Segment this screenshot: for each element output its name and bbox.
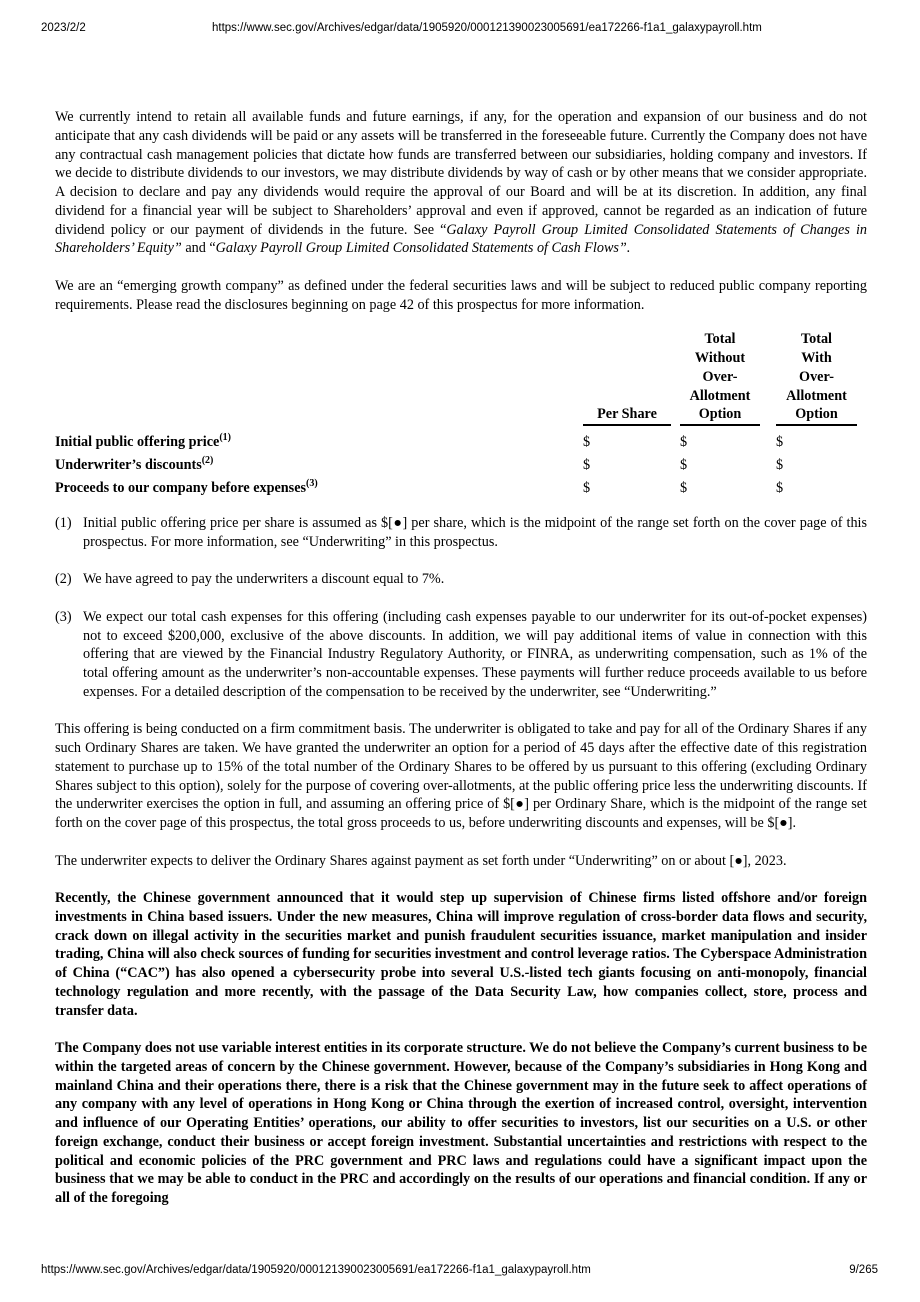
row-label: Proceeds to our company before expenses$^{(3)}$: [55, 478, 318, 496]
table-cell: $: [680, 457, 688, 473]
equity-statement-reference: Galaxy Payroll Group Limited Consolidated Statements of Changes in Shareholders’ Equity”: [55, 221, 867, 257]
footnotes: [55, 514, 867, 702]
row-label: Initial public offering price$^{(1)}$: [55, 432, 232, 450]
table-cell: $: [583, 434, 591, 450]
table-header-row: [55, 330, 867, 425]
column-header-with-overallotment: Total With Over- Allotment Option: [776, 330, 857, 425]
table-row: [55, 477, 867, 500]
dividend-policy-paragraph: We currently intend to retain all available funds and future earnings, if any, for the operation and expansion of our business and do not anticipate that any cash dividends will be paid or any assets will be transferred in the foreseeable future. Currently the Company does not have any contractual cash management policies that dictate how funds are transferred between our subsidiaries, holding company and investors. If we decide to distribute dividends to our investors, we may distribute dividends by way of cash or by other means that we consider appropriate. A decision to declare and pay any dividends would require the approval of our Board and will be at its discretion. In addition, any final dividend for a financial year will be subject to Shareholders’ approval and even if approved, cannot be regarded as an indication of future dividend policy or our payment of dividends in the future. See “Galaxy Payroll Group Limited Consolidated Statements of Changes in Shareholders’ Equity” and “Galaxy Payroll Group Limited Consolidated Statements of Cash Flows”.: [55, 109, 867, 257]
document-body: [55, 108, 867, 1208]
table-row: [55, 431, 867, 454]
header-url: https://www.sec.gov/Archives/edgar/data/1905920/000121390023005691/ea172266-f1a1_galaxypayroll.htm: [212, 22, 762, 34]
table-cell: $: [583, 480, 591, 496]
delivery-paragraph: The underwriter expects to deliver the Ordinary Shares against payment as set forth under “Underwriting” on or about [●], 2023.: [55, 852, 787, 869]
chinese-government-paragraph: Recently, the Chinese government announced that it would step up supervision of Chinese firms listed offshore and/or foreign investments in China based issuers. Under the new measures, China will improve regulation of cross-border data flows and security, crack down on illegal activity in the securities market and punish fraudulent securities issuance, market manipulation and insider trading, China will also check sources of funding for securities investment and control leverage ratios. The Cyberspace Administration of China (“CAC”) has also opened a cybersecurity probe into several U.S.-listed tech giants focusing on anti-monopoly, financial technology regulation and more recently, with the passage of the Data Security Law, how companies collect, store, process and transfer data.: [55, 890, 867, 1019]
vie-risk-paragraph: The Company does not use variable interest entities in its corporate structure. We do not believe the Company’s current business to be within the targeted areas of concern by the Chinese government. However, because of the Company’s subsidiaries in Hong Kong and mainland China and their operations there, there is a risk that the Chinese government may in the future seek to affect operations of any company with any level of operations in Hong Kong or China through the exertion of increased control, oversight, intervention and influence of our Operating Entities’ operations, our ability to offer securities to investors, list our securities on a U.S. or other foreign exchange, conduct their business or accept foreign investment. Substantial uncertainties and restrictions with respect to the political and economic policies of the PRC government and PRC laws and regulations could have a significant impact upon the business that we may be able to conduct in the PRC and accordingly on the results of our operations and financial condition. If any or all of the foregoing: [55, 1040, 867, 1206]
table-cell: $: [680, 480, 688, 496]
row-label: Underwriter’s discounts$^{(2)}$: [55, 455, 214, 473]
footer-url: https://www.sec.gov/Archives/edgar/data/1905920/000121390023005691/ea172266-f1a1_galaxypayroll.htm: [41, 1264, 591, 1276]
table-cell: $: [776, 480, 784, 496]
page-number: 9/265: [849, 1264, 878, 1276]
cash-flows-reference: Galaxy Payroll Group Limited Consolidated Statements of Cash Flows”.: [215, 240, 631, 257]
emerging-growth-paragraph: We are an “emerging growth company” as defined under the federal securities laws and will be subject to reduced public company reporting requirements. Please read the disclosures beginning on page 42 of this prospectus for more information.: [55, 277, 867, 313]
footnote-2: (2) We have agreed to pay the underwriters a discount equal to 7%.: [55, 571, 445, 588]
firm-commitment-paragraph: This offering is being conducted on a firm commitment basis. The underwriter is obligated to take and pay for all of the Ordinary Shares if any such Ordinary Shares are taken. We have granted the underwriter an option for a period of 45 days after the effective date of this registration statement to purchase up to 15% of the total number of the Ordinary Shares to be offered by us pursuant to this offering (excluding Ordinary Shares subject to this option), solely for the purpose of covering over-allotments, at the public offering price less the underwriting discounts. If the underwriter exercises the option in full, and assuming an offering price of $[●] per Ordinary Share, which is the midpoint of the range set forth on the cover page of this prospectus, the total gross proceeds to us, before underwriting discounts and expenses, will be $[●].: [55, 721, 867, 831]
footnote-1: (1) Initial public offering price per share is assumed as $[●] per share, which is the midpoint of the range set forth on the cover page of this prospectus. For more information, see “Underwriting” in this prospectus.: [55, 515, 867, 550]
print-date: 2023/2/2: [41, 22, 86, 34]
footnote-3: (3) We expect our total cash expenses for this offering (including cash expenses payable to our underwriter for its out-of-pocket expenses) not to exceed $200,000, exclusive of the above discounts. In addition, we will pay additional items of value in connection with this offering that are viewed by the Financial Industry Regulatory Authority, or FINRA, as underwriting compensation, such as 1% of the total offering amount as the underwriter’s non-accountable expenses. These payments will further reduce proceeds available to us before expenses. For a detailed description of the compensation to be received by the underwriter, see “Underwriting.”: [55, 608, 867, 700]
table-cell: $: [680, 434, 688, 450]
column-header-without-overallotment: Total Without Over- Allotment Option: [680, 330, 760, 425]
column-header-per-share: Per Share: [583, 330, 671, 425]
table-cell: $: [776, 457, 784, 473]
table-cell: $: [776, 434, 784, 450]
table-cell: $: [583, 457, 591, 473]
offering-price-table: [55, 330, 867, 500]
table-row: [55, 454, 867, 477]
